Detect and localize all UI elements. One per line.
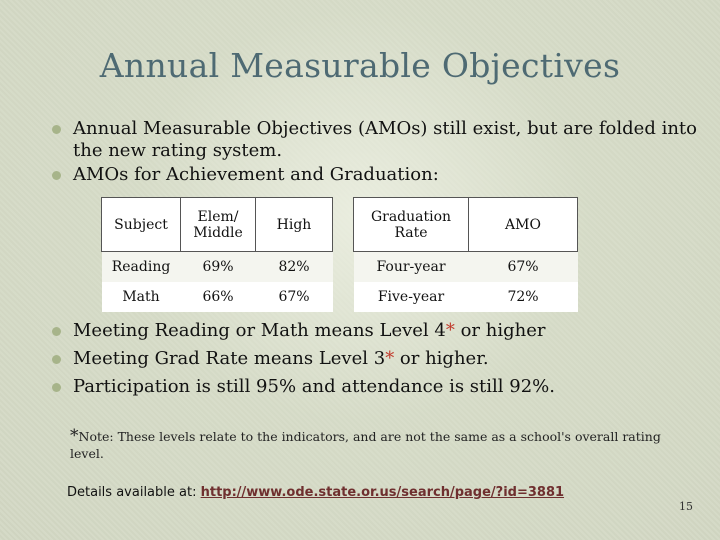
cell-amo: 72% <box>469 282 578 312</box>
column-gap <box>333 282 354 312</box>
cell-amo: 67% <box>469 252 578 283</box>
details-link[interactable]: http://www.ode.state.or.us/search/page/?id=3881 <box>200 485 565 500</box>
bullet-dot-icon <box>52 355 61 364</box>
cell-graduation-rate: Five-year <box>354 282 469 312</box>
bullet-text: Meeting Reading or Math means Level 4 <box>73 320 446 341</box>
bullet-item <box>50 348 700 370</box>
bullet-dot-icon <box>52 171 61 180</box>
header-elem-middle: Elem/ Middle <box>181 198 256 252</box>
cell-elem-middle: 66% <box>181 282 256 312</box>
bullet-text: Meeting Grad Rate means Level 3 <box>73 348 386 369</box>
bullet-item <box>50 320 700 342</box>
bullet-text-tail: or higher. <box>394 348 489 369</box>
page-number: 15 <box>679 500 693 513</box>
bottom-bullet-list <box>50 320 700 404</box>
column-gap <box>333 198 354 252</box>
footnote-text: Note: These levels relate to the indicators, and are not the same as a school's overall rating level. <box>70 429 661 461</box>
header-graduation-rate: Graduation Rate <box>354 198 469 252</box>
asterisk-marker: * <box>445 320 455 341</box>
table-header-row <box>102 198 578 252</box>
top-bullet-list <box>50 118 700 188</box>
footnote <box>70 428 670 462</box>
cell-high: 67% <box>256 282 333 312</box>
column-gap <box>333 252 354 283</box>
bullet-dot-icon <box>52 383 61 392</box>
slide-title: Annual Measurable Objectives <box>99 46 621 85</box>
bullet-item <box>50 376 700 398</box>
bullet-text: Participation is still 95% and attendance is still 92%. <box>73 376 555 397</box>
details-line <box>67 485 564 500</box>
bullet-dot-icon <box>52 125 61 134</box>
amo-table <box>101 197 578 312</box>
details-label: Details available at: <box>67 485 201 500</box>
header-high: High <box>256 198 333 252</box>
header-subject: Subject <box>102 198 181 252</box>
cell-elem-middle: 69% <box>181 252 256 283</box>
table-row <box>102 282 578 312</box>
header-amo: AMO <box>469 198 578 252</box>
bullet-text: Annual Measurable Objectives (AMOs) still exist, but are folded into the new rating system. <box>73 118 697 161</box>
bullet-dot-icon <box>52 327 61 336</box>
bullet-text: AMOs for Achievement and Graduation: <box>73 164 439 185</box>
cell-graduation-rate: Four-year <box>354 252 469 283</box>
cell-subject: Math <box>102 282 181 312</box>
bullet-text-tail: or higher <box>454 320 546 341</box>
bullet-item <box>50 164 700 186</box>
asterisk-marker: * <box>385 348 395 369</box>
cell-high: 82% <box>256 252 333 283</box>
cell-subject: Reading <box>102 252 181 283</box>
footnote-asterisk: * <box>70 426 79 446</box>
bullet-item <box>50 118 700 162</box>
table-row <box>102 252 578 283</box>
